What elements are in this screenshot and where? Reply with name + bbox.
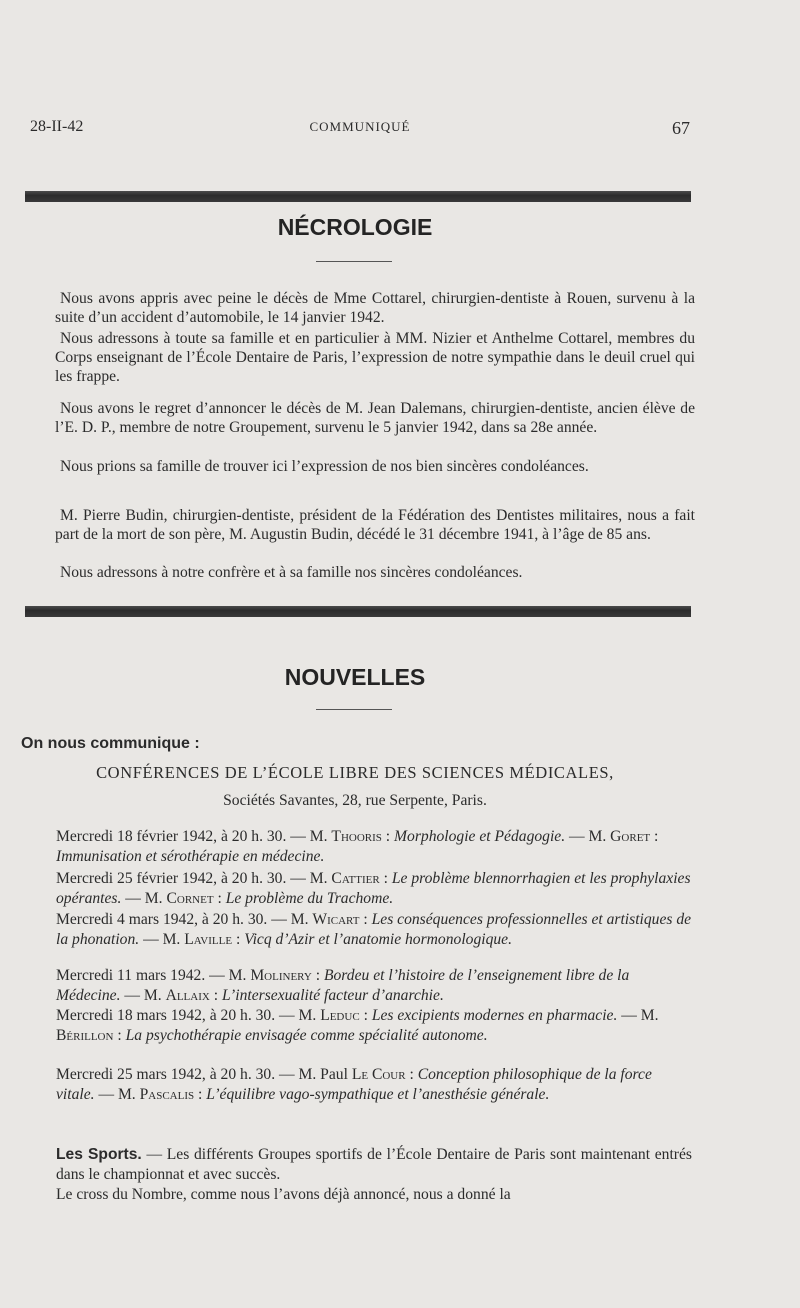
entry-date: Mercredi 25 mars 1942, à 20 h. 30. — M. Paul [56,1066,352,1083]
necro-paragraph [55,563,695,582]
entry-speaker: Cornet [166,890,214,907]
entry-talk: Bordeu et l’histoire de l’enseignement libre de la Médecine. [56,967,630,1004]
sports-text [22,1145,692,1185]
entry-separator: — M. [565,828,611,845]
entry-speaker: Pascalis [139,1086,195,1103]
entry-talk: Vicq d’Azir et l’anatomie hormonologique. [244,931,512,948]
sports-heading: Les Sports. [56,1146,142,1163]
section-title-nouvelles: NOUVELLES [284,664,426,690]
entry-talk: Conception philosophique de la force vitale. [56,1066,652,1103]
entry-separator: — M. [94,1086,140,1103]
entry-talk: Le problème blennorrhagien et les prophylaxies opérantes. [56,870,691,907]
entry-speaker: Laville [184,931,233,948]
entry-speaker: Bérillon [56,1027,114,1044]
entry-talk: L’équilibre vago-sympathique et l’anesthésie générale. [206,1086,550,1103]
entry-speaker: Molinery [250,967,312,984]
entry-separator: — M. [617,1007,659,1024]
entry-speaker: Leduc [320,1007,360,1024]
necro-text-4: Nous prions sa famille de trouver ici l’expression de nos bien sincères condoléances. [60,458,589,475]
entry-speaker: Allaix [165,987,210,1004]
header-title: COMMUNIQUÉ [309,119,411,134]
entry-text: Mercredi 18 février 1942, à 20 h. 30. — M. Thooris : Morphologie et Pédagogie. — M. Goret : Immunisation et sérothérapie en médecine. [56,828,659,865]
entry-separator: — M. [121,890,167,907]
nouvelles-intro: On nous communique : [21,735,200,752]
entry-date: Mercredi 18 février 1942, à 20 h. 30. — M. [56,828,332,845]
entry-date: Mercredi 25 février 1942, à 20 h. 30. — M. [56,870,332,887]
entry-talk: L’intersexualité facteur d’anarchie. [221,987,444,1004]
entry-talk: Immunisation et sérothérapie en médecine. [56,848,325,865]
conference-entry [22,869,692,909]
necro-text-6: Nous adressons à notre confrère et à sa famille nos sincères condoléances. [60,564,523,581]
entry-date: Mercredi 4 mars 1942, à 20 h. 30. — M. [56,911,313,928]
entry-text: Mercredi 18 mars 1942, à 20 h. 30. — M. Leduc : Les excipients modernes en pharmacie. — M. Bérillon : La psychothérapie envisagée comme spécialité autonome. [56,1007,659,1044]
entry-text: Mercredi 4 mars 1942, à 20 h. 30. — M. Wicart : Les conséquences professionnelles et artistiques de la phonation. — M. Laville : Vicq d’Azir et l’anatomie hormonologique. [56,911,692,948]
conference-entry [22,827,692,867]
entry-speaker: Wicart [312,911,360,928]
necro-text-1: Nous avons appris avec peine le décès de Mme Cottarel, chirurgien-dentiste à Rouen, survenu à la suite d’un accident d’automobile, le 14 janvier 1942. [55,290,695,326]
necro-paragraph [55,329,695,386]
sports-paragraph [22,1145,692,1205]
conference-entry [22,1065,692,1105]
entry-speaker: Le Cour [351,1066,406,1083]
entry-talk: Les excipients modernes en pharmacie. [371,1007,618,1024]
entry-separator: — M. [120,987,166,1004]
section-title-necrologie: NÉCROLOGIE [277,214,433,240]
necro-text-2: Nous adressons à toute sa famille et en particulier à MM. Nizier et Anthelme Cottarel, membres du Corps enseignant de l’École Dentaire de Paris, l’expression de notre sympathie dans le deuil cruel qui les frappe. [55,330,695,385]
sports-text-2: Le cross du Nombre, comme nous l’avons déjà annoncé, nous a donné la [56,1186,511,1203]
necro-text-3: Nous avons le regret d’annoncer le décès de M. Jean Dalemans, chirurgien-dentiste, ancien élève de l’E. D. P., membre de notre Groupement, survenu le 5 janvier 1942, dans sa 28e année. [55,400,695,436]
entry-speaker: Cattier [331,870,380,887]
necro-paragraph [55,399,695,437]
conference-entry [22,966,692,1006]
entry-date: Mercredi 18 mars 1942, à 20 h. 30. — M. [56,1007,321,1024]
entry-date: Mercredi 11 mars 1942. — M. [56,967,251,984]
conference-title: CONFÉRENCES DE L’ÉCOLE LIBRE DES SCIENCES MÉDICALES, [96,763,614,782]
entry-speaker: Goret [610,828,651,845]
entry-text: Mercredi 25 mars 1942, à 20 h. 30. — M. Paul Le Cour : Conception philosophique de la force vitale. — M. Pascalis : L’équilibre vago-sympathique et l’anesthésie générale. [56,1066,652,1103]
short-rule [316,709,392,710]
entry-separator: — M. [139,931,185,948]
section-rule-nouvelles [25,606,691,617]
header-date: 28-II-42 [30,118,84,135]
entry-speaker: Thooris [331,828,382,845]
entry-talk: La psychothérapie envisagée comme spécialité autonome. [125,1027,488,1044]
section-rule-necrologie [25,191,691,202]
entry-talk: Le problème du Trachome. [225,890,394,907]
running-head [30,118,690,142]
necro-paragraph [55,289,695,327]
entry-text: Mercredi 11 mars 1942. — M. Molinery : Bordeu et l’histoire de l’enseignement libre de la Médecine. — M. Allaix : L’intersexualité facteur d’anarchie. [56,967,630,1004]
entry-talk: Les conséquences professionnelles et artistiques de la phonation. [56,911,692,948]
necro-text-5: M. Pierre Budin, chirurgien-dentiste, président de la Fédération des Dentistes militaires, nous a fait part de la mort de son père, M. Augustin Budin, décédé le 31 décembre 1941, à l’âge de 85 ans. [55,507,695,543]
necro-paragraph [55,506,695,544]
conference-place: Sociétés Savantes, 28, rue Serpente, Paris. [223,792,487,809]
entry-talk: Morphologie et Pédagogie. [394,828,566,845]
conference-entry [22,1006,692,1046]
page-number: 67 [672,118,690,138]
sports-body: — Les différents Groupes sportifs de l’École Dentaire de Paris sont maintenant entrés dans le championnat et avec succès. [56,1146,692,1183]
entry-text: Mercredi 25 février 1942, à 20 h. 30. — M. Cattier : Le problème blennorrhagien et les prophylaxies opérantes. — M. Cornet : Le problème du Trachome. [56,870,691,907]
conference-entry [22,910,692,950]
short-rule [316,261,392,262]
necro-paragraph [55,457,695,476]
